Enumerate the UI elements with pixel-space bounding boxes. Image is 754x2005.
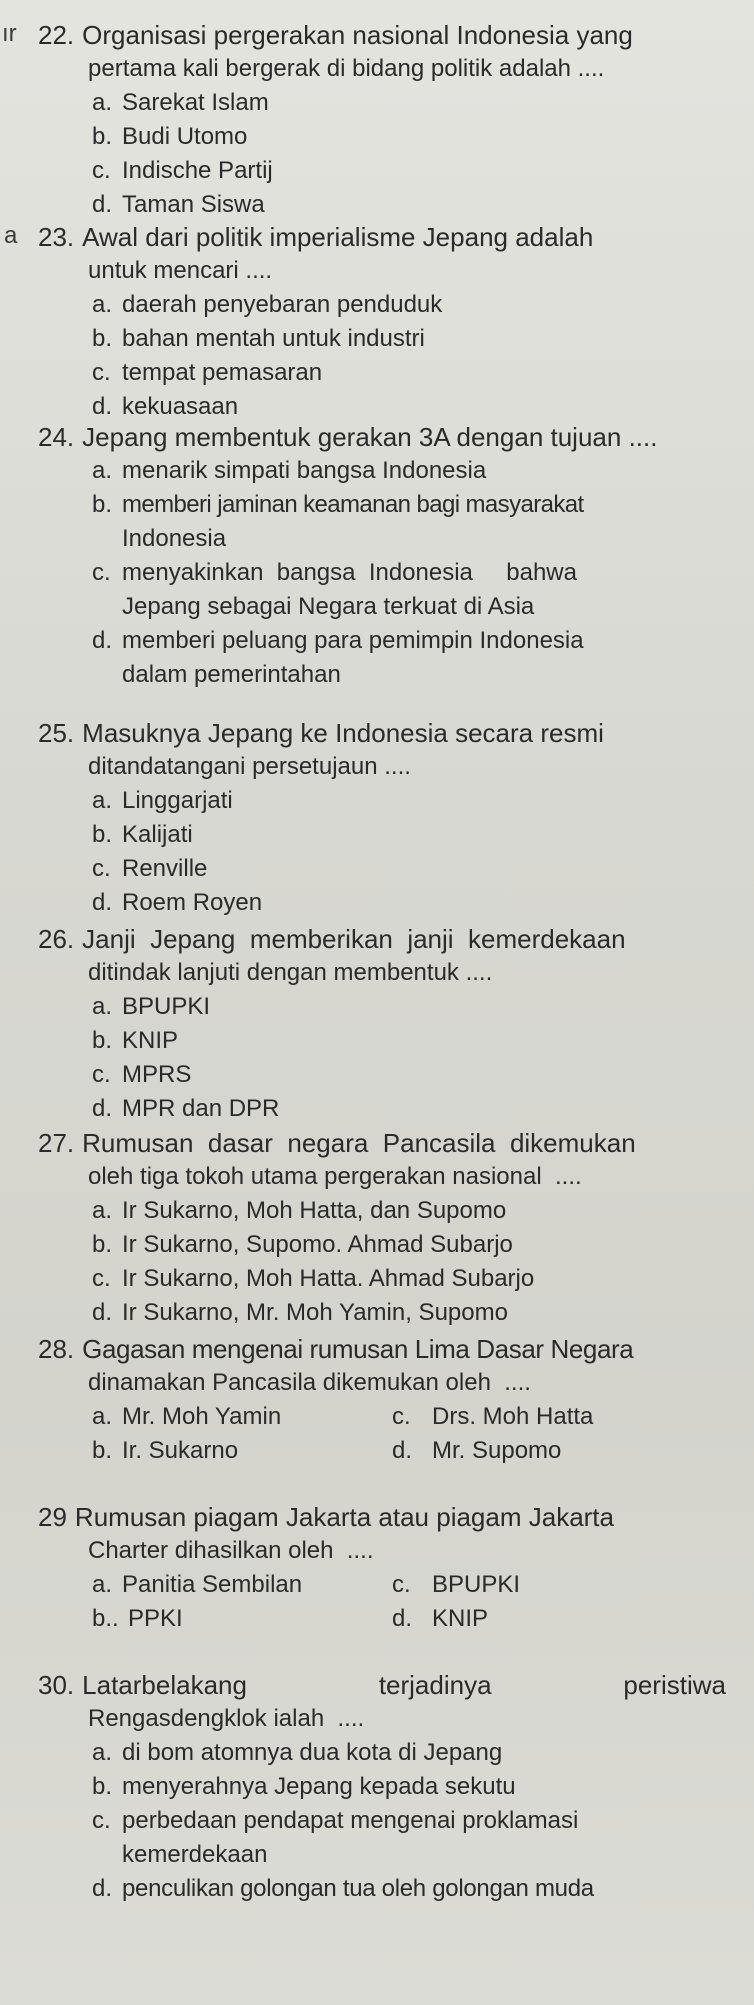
- option-d: d. MPR dan DPR: [92, 1095, 280, 1122]
- option-d: d. Roem Royen: [92, 889, 263, 916]
- question-number: 25.: [38, 718, 75, 748]
- question-22: [38, 18, 732, 222]
- question-number: 30.: [38, 1670, 75, 1700]
- question-stem-cont: untuk mencari ....: [88, 257, 273, 284]
- option-d: d. memberi peluang para pemimpin Indonesia: [92, 627, 584, 654]
- question-stem-word: terjadinya: [378, 1670, 492, 1700]
- option-c: c. menyakinkan bangsa Indonesia bahwa: [92, 559, 577, 586]
- option-d: d. Taman Siswa: [92, 191, 265, 218]
- edge-mark: a: [4, 222, 18, 249]
- question-stem-cont: ditandatangani persetujaun ....: [88, 753, 411, 780]
- option-c: c. Drs. Moh Hatta: [392, 1403, 594, 1430]
- question-number: 26.: [38, 924, 75, 954]
- option-row: [38, 1602, 732, 1636]
- question-number: 28.: [38, 1334, 75, 1364]
- option-c: c. MPRS: [92, 1061, 192, 1088]
- option-d: d. kekuasaan: [92, 393, 239, 420]
- option-d: d. Ir Sukarno, Mr. Moh Yamin, Supomo: [92, 1299, 508, 1326]
- option-b: b. memberi jaminan keamanan bagi masyarakat: [92, 491, 584, 518]
- question-stem: Gagasan mengenai rumusan Lima Dasar Negara: [82, 1334, 634, 1364]
- option-b: b. Kalijati: [92, 821, 193, 848]
- question-stem: Rumusan dasar negara Pancasila dikemukan: [82, 1128, 636, 1158]
- question-stem-cont: oleh tiga tokoh utama pergerakan nasional ....: [88, 1163, 582, 1190]
- question-24: [38, 420, 732, 692]
- option-c: c. Renville: [92, 855, 208, 882]
- question-stem: Jepang membentuk gerakan 3A dengan tujuan ....: [82, 422, 658, 452]
- option-a: a. di bom atomnya dua kota di Jepang: [92, 1739, 503, 1766]
- option-a: a. Linggarjati: [92, 787, 233, 814]
- question-stem: Awal dari politik imperialisme Jepang adalah: [82, 222, 594, 252]
- option-b: b. bahan mentah untuk industri: [92, 325, 425, 352]
- option-a: a. Sarekat Islam: [92, 89, 269, 116]
- question-stem-cont: Rengasdengklok ialah ....: [88, 1705, 365, 1732]
- question-23: [38, 220, 732, 424]
- question-stem-word: peristiwa: [623, 1670, 726, 1700]
- question-stem-cont: pertama kali bergerak di bidang politik adalah ....: [88, 55, 605, 82]
- question-number: 27.: [38, 1128, 75, 1158]
- question-25: [38, 716, 732, 920]
- option-a: a. Mr. Moh Yamin: [92, 1403, 282, 1430]
- question-number: 24.: [38, 422, 75, 452]
- option-d: d. KNIP: [392, 1605, 489, 1632]
- option-row: [38, 1568, 732, 1602]
- question-27: [38, 1126, 732, 1330]
- option-b: b. KNIP: [92, 1027, 179, 1054]
- option-a: a. BPUPKI: [92, 993, 211, 1020]
- option-b: b. Ir. Sukarno: [92, 1437, 239, 1464]
- option-d: d. penculikan golongan tua oleh golongan muda: [92, 1875, 594, 1902]
- question-stem: Janji Jepang memberikan janji kemerdekaan: [82, 924, 626, 954]
- option-a: a. Panitia Sembilan: [92, 1571, 303, 1598]
- question-stem: Rumusan piagam Jakarta atau piagam Jakarta: [74, 1502, 614, 1532]
- option-b: b. Ir Sukarno, Supomo. Ahmad Subarjo: [92, 1231, 513, 1258]
- question-number: 23.: [38, 222, 75, 252]
- option-a: a. Ir Sukarno, Moh Hatta, dan Supomo: [92, 1197, 507, 1224]
- question-28: [38, 1332, 732, 1468]
- option-d: d. Mr. Supomo: [392, 1437, 562, 1464]
- question-number: 29: [38, 1502, 67, 1532]
- option-row: [38, 1434, 732, 1468]
- question-stem-cont: dinamakan Pancasila dikemukan oleh ....: [88, 1369, 531, 1396]
- option-c: c. BPUPKI: [392, 1571, 521, 1598]
- option-row: [38, 1400, 732, 1434]
- option-c: c. Ir Sukarno, Moh Hatta. Ahmad Subarjo: [92, 1265, 535, 1292]
- option-c: c. tempat pemasaran: [92, 359, 323, 386]
- option-b: b.. PPKI: [92, 1605, 183, 1632]
- question-stem-word: Latarbelakang: [82, 1670, 247, 1700]
- option-c: c. perbedaan pendapat mengenai proklamasi: [92, 1807, 579, 1834]
- question-26: [38, 922, 732, 1126]
- option-a: a. menarik simpati bangsa Indonesia: [92, 457, 487, 484]
- edge-mark: ır: [2, 20, 17, 47]
- question-30: [38, 1668, 732, 1906]
- question-number: 22.: [38, 20, 75, 50]
- option-c-cont: kemerdekaan: [122, 1841, 268, 1868]
- question-stem-cont: ditindak lanjuti dengan membentuk ....: [88, 959, 493, 986]
- option-c: c. Indische Partij: [92, 157, 273, 184]
- option-b: b. Budi Utomo: [92, 123, 248, 150]
- option-d-cont: dalam pemerintahan: [122, 661, 341, 688]
- question-stem-cont: Charter dihasilkan oleh ....: [88, 1537, 374, 1564]
- question-29: [38, 1500, 732, 1636]
- option-c-cont: Jepang sebagai Negara terkuat di Asia: [122, 593, 535, 620]
- question-stem: Organisasi pergerakan nasional Indonesia yang: [82, 20, 633, 50]
- option-b-cont: Indonesia: [122, 525, 227, 552]
- question-stem: Masuknya Jepang ke Indonesia secara resmi: [82, 718, 604, 748]
- option-a: a. daerah penyebaran penduduk: [92, 291, 443, 318]
- option-b: b. menyerahnya Jepang kepada sekutu: [92, 1773, 516, 1800]
